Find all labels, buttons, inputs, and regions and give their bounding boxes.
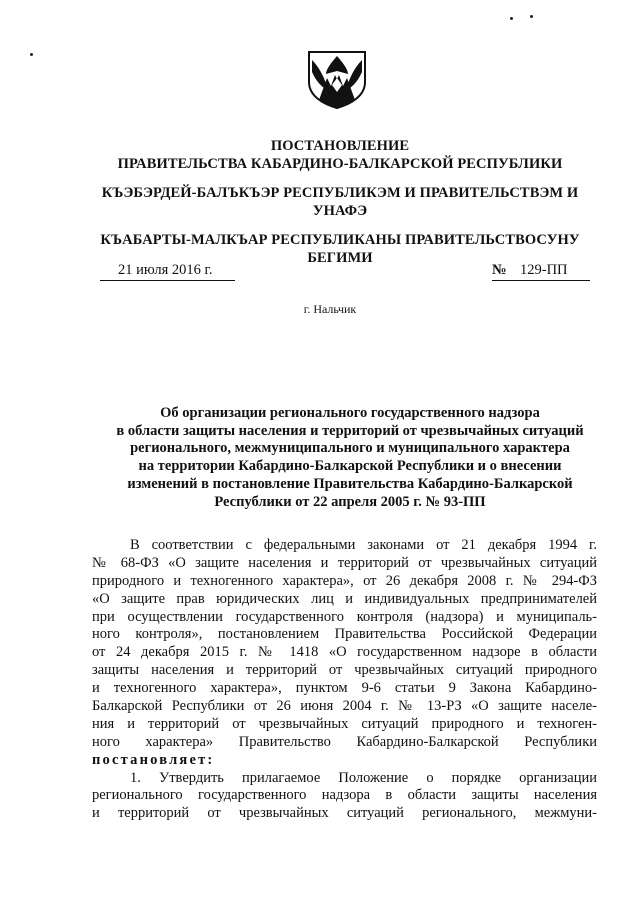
date-underline <box>100 280 235 281</box>
coat-of-arms-emblem <box>305 48 369 110</box>
body-line: ния и территорий от чрезвычайных ситуаций природного и техноген- <box>92 715 597 732</box>
header-line: БЕГИМИ <box>307 250 373 266</box>
document-body <box>92 537 597 823</box>
body-line: и техногенного характера», пунктом 9-6 статьи 9 Закона Кабардино- <box>92 680 597 697</box>
resolves-word: постановляет: <box>92 751 215 768</box>
body-line: «О защите прав юридических лиц и индивидуальных предпринимателей <box>92 590 597 607</box>
body-line: ного контроля», постановлением Правительства Российской Федерации <box>92 626 597 643</box>
header-line: КЪЭБЭРДЕЙ-БАЛЪКЪЭР РЕСПУБЛИКЭМ И ПРАВИТЕЛЬСТВЭМ И <box>101 185 579 201</box>
scan-mark <box>510 17 513 20</box>
document-number: 129-ПП <box>520 262 568 278</box>
body-line: при осуществлении государственного контроля (надзора) и муниципаль- <box>92 608 597 625</box>
scan-mark <box>30 53 33 56</box>
number-sign: № <box>492 262 507 278</box>
body-line: природного и техногенного характера», от 26 декабря 2008 г. № 294-ФЗ <box>92 572 597 589</box>
scan-mark <box>530 15 533 18</box>
body-line: № 68-ФЗ «О защите населения и территорий от чрезвычайных ситуаций <box>92 554 597 571</box>
title-line: регионального, межмуниципального и муниципального характера <box>130 440 570 457</box>
date-number-row <box>100 262 590 282</box>
title-line: Республики от 22 апреля 2005 г. № 93-ПП <box>214 493 486 510</box>
header-line: УНАФЭ <box>312 203 368 219</box>
body-line: Балкарской Республики от 26 июня 2004 г. № 13-РЗ «О защите населе- <box>92 698 597 715</box>
number-underline <box>492 280 590 281</box>
title-line: Об организации регионального государственного надзора <box>160 405 540 421</box>
title-line: на территории Кабардино-Балкарской Республики и о внесении <box>138 458 562 475</box>
header-kabardian <box>60 184 620 220</box>
body-line: В соответствии с федеральными законами от 21 декабря 1994 г. <box>130 537 597 553</box>
item-line: 1. Утвердить прилагаемое Положение о порядке организации <box>130 769 597 786</box>
title-line: в области защиты населения и территорий от чрезвычайных ситуаций <box>116 422 584 439</box>
body-line: от 24 декабря 2015 г. № 1418 «О государственном надзоре в области <box>92 644 597 661</box>
body-line: защиты населения и территорий от чрезвычайных ситуаций природного <box>92 662 597 679</box>
header-line: ПОСТАНОВЛЕНИЕ <box>270 138 410 154</box>
header-line: ПРАВИТЕЛЬСТВА КАБАРДИНО-БАЛКАРСКОЙ РЕСПУБЛИКИ <box>117 156 563 172</box>
body-line: ного характера» Правительство Кабардино-Балкарской Республики <box>92 733 597 750</box>
item-line: регионального государственного надзора в области защиты населения <box>92 787 597 804</box>
item-line: и территорий от чрезвычайных ситуаций регионального, межмуни- <box>92 805 597 822</box>
header-line: КЪАБАРТЫ-МАЛКЪАР РЕСПУБЛИКАНЫ ПРАВИТЕЛЬСТВОСУНУ <box>100 232 580 248</box>
header-title <box>60 137 620 173</box>
document-date: 21 июля 2016 г. <box>118 262 213 278</box>
city-label: г. Нальчик <box>303 302 357 316</box>
document-title <box>60 405 640 511</box>
title-line: изменений в постановление Правительства Кабардино-Балкарской <box>127 475 573 492</box>
